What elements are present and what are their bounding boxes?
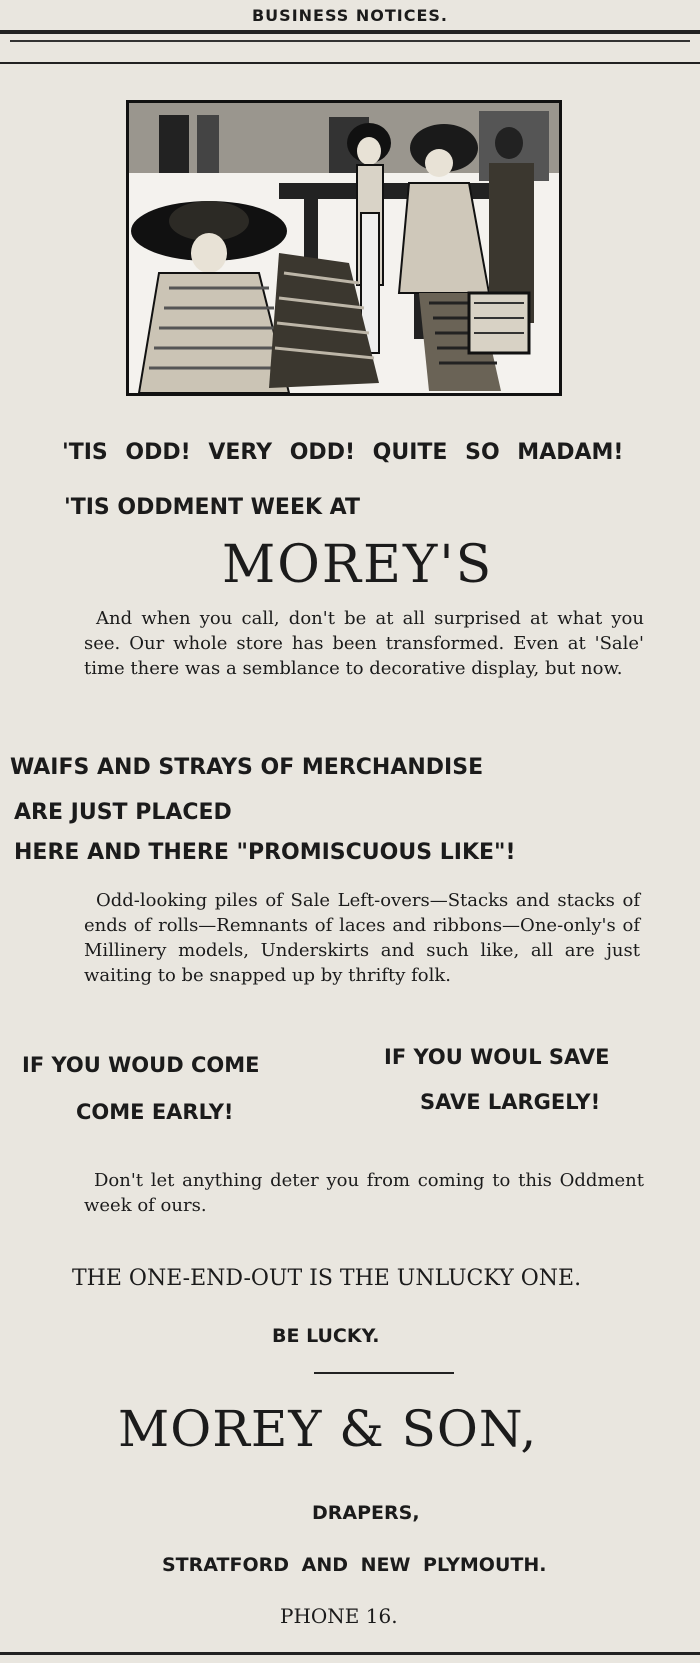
intro-paragraph: And when you call, don't be at all surprised at what you see. Our whole store has been transformed. Even at 'Sale' time there was a semblance to decorative display, but now. (84, 608, 644, 679)
headline-tis-odd: 'TIS ODD! VERY ODD! QUITE SO MADAM! (62, 440, 624, 465)
leftovers-paragraph: Odd-looking piles of Sale Left-overs—Stacks and stacks of ends of rolls—Remnants of laces and ribbons—One-only's of Millinery models, Underskirts and such like, all are just waiting to be snapped up by thrifty folk. (84, 890, 640, 986)
unlucky-line: THE ONE-END-OUT IS THE UNLUCKY ONE. (72, 1266, 582, 1291)
headline-waifs-strays: WAIFS AND STRAYS OF MERCHANDISE (10, 755, 484, 780)
headline-here-and-there: HERE AND THERE "PROMISCUOUS LIKE"! (14, 840, 516, 865)
firm-name: MOREY & SON, (118, 1400, 538, 1458)
save-largely: SAVE LARGELY! (420, 1090, 601, 1114)
shop-illustration (126, 100, 562, 396)
if-you-would-come: IF YOU WOUD COME (22, 1053, 260, 1077)
footer-rule (0, 1652, 700, 1655)
header-rule-bottom (10, 40, 690, 42)
shop-scene-image (129, 103, 559, 393)
header-rule-top (0, 30, 700, 34)
section-header: BUSINESS NOTICES. (251, 6, 448, 25)
drapers: DRAPERS, (312, 1502, 420, 1524)
divider-rule (314, 1372, 454, 1374)
address: STRATFORD AND NEW PLYMOUTH. (162, 1554, 547, 1576)
column-top-rule (0, 62, 700, 64)
headline-just-placed: ARE JUST PLACED (14, 800, 232, 825)
come-early: COME EARLY! (76, 1100, 234, 1124)
store-name: MOREY'S (222, 535, 494, 595)
dont-let-paragraph: Don't let anything deter you from coming to this Oddment week of ours. (84, 1170, 644, 1216)
phone: PHONE 16. (280, 1604, 398, 1628)
headline-oddment-week: 'TIS ODDMENT WEEK AT (64, 495, 361, 520)
be-lucky: BE LUCKY. (272, 1325, 380, 1347)
if-you-would-save: IF YOU WOUL SAVE (384, 1045, 610, 1069)
